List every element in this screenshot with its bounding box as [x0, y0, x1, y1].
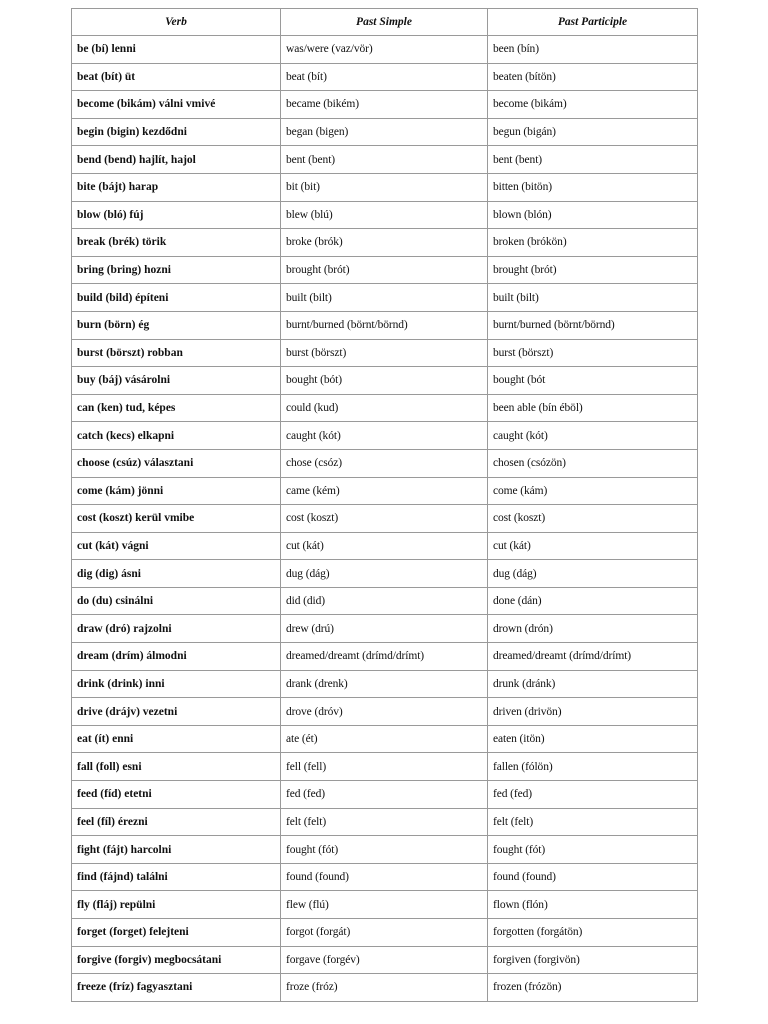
verb-cell: feel (fíl) érezni [72, 808, 281, 836]
past-simple-cell: could (kud) [281, 394, 488, 422]
past-simple-cell: forgave (forgév) [281, 946, 488, 974]
table-row [72, 477, 698, 505]
verb-cell: buy (báj) vásárolni [72, 367, 281, 395]
past-simple-cell: beat (bít) [281, 63, 488, 91]
verb-cell: can (ken) tud, képes [72, 394, 281, 422]
past-participle-cell: bought (bót [488, 367, 698, 395]
verb-cell: burst (börszt) robban [72, 339, 281, 367]
table-row [72, 118, 698, 146]
verb-cell: build (bild) építeni [72, 284, 281, 312]
verb-cell: do (du) csinálni [72, 587, 281, 615]
past-simple-cell: forgot (forgát) [281, 919, 488, 947]
past-simple-cell: became (bikém) [281, 91, 488, 119]
verb-cell: burn (börn) ég [72, 311, 281, 339]
past-participle-cell: dug (dág) [488, 560, 698, 588]
table-row [72, 229, 698, 257]
verb-cell: break (brék) törik [72, 229, 281, 257]
table-row [72, 256, 698, 284]
table-row [72, 367, 698, 395]
past-participle-cell: fought (fót) [488, 836, 698, 864]
table-row [72, 560, 698, 588]
verb-cell: cost (koszt) kerül vmibe [72, 505, 281, 533]
past-participle-cell: forgotten (forgátön) [488, 919, 698, 947]
table-row [72, 946, 698, 974]
past-participle-cell: blown (blón) [488, 201, 698, 229]
table-row [72, 725, 698, 753]
past-simple-cell: brought (brót) [281, 256, 488, 284]
irregular-verbs-table [71, 8, 698, 1002]
verb-cell: dig (dig) ásni [72, 560, 281, 588]
past-simple-cell: blew (blú) [281, 201, 488, 229]
past-simple-cell: drew (drú) [281, 615, 488, 643]
past-simple-cell: froze (fróz) [281, 974, 488, 1002]
past-simple-cell: flew (flú) [281, 891, 488, 919]
header-past-simple: Past Simple [281, 9, 488, 36]
past-participle-cell: bent (bent) [488, 146, 698, 174]
table-row [72, 394, 698, 422]
past-participle-cell: built (bilt) [488, 284, 698, 312]
table-row [72, 449, 698, 477]
header-past-participle: Past Participle [488, 9, 698, 36]
table-row [72, 974, 698, 1002]
past-participle-cell: been able (bín éböl) [488, 394, 698, 422]
table-row [72, 284, 698, 312]
verb-cell: forgive (forgiv) megbocsátani [72, 946, 281, 974]
past-participle-cell: driven (drivön) [488, 698, 698, 726]
past-participle-cell: drown (drón) [488, 615, 698, 643]
header-row [72, 9, 698, 36]
past-simple-cell: fought (fót) [281, 836, 488, 864]
past-simple-cell: bent (bent) [281, 146, 488, 174]
table-row [72, 91, 698, 119]
table-row [72, 836, 698, 864]
past-simple-cell: chose (csóz) [281, 449, 488, 477]
verb-cell: find (fájnd) találni [72, 863, 281, 891]
past-participle-cell: flown (flón) [488, 891, 698, 919]
past-participle-cell: dreamed/dreamt (drímd/drímt) [488, 643, 698, 671]
table-row [72, 919, 698, 947]
past-participle-cell: burst (börszt) [488, 339, 698, 367]
verb-cell: come (kám) jönni [72, 477, 281, 505]
verb-cell: begin (bigin) kezdődni [72, 118, 281, 146]
past-simple-cell: caught (kót) [281, 422, 488, 450]
table-row [72, 808, 698, 836]
past-simple-cell: ate (ét) [281, 725, 488, 753]
past-participle-cell: cut (kát) [488, 532, 698, 560]
past-simple-cell: bit (bit) [281, 173, 488, 201]
verb-cell: fly (fláj) repülni [72, 891, 281, 919]
table-row [72, 36, 698, 64]
verb-cell: eat (ít) enni [72, 725, 281, 753]
table-row [72, 173, 698, 201]
past-simple-cell: bought (bót) [281, 367, 488, 395]
table-row [72, 670, 698, 698]
past-participle-cell: drunk (dránk) [488, 670, 698, 698]
past-participle-cell: burnt/burned (börnt/börnd) [488, 311, 698, 339]
past-participle-cell: eaten (itön) [488, 725, 698, 753]
past-simple-cell: cost (koszt) [281, 505, 488, 533]
table-row [72, 422, 698, 450]
past-simple-cell: built (bilt) [281, 284, 488, 312]
past-participle-cell: beaten (bítön) [488, 63, 698, 91]
table-row [72, 532, 698, 560]
verb-cell: catch (kecs) elkapni [72, 422, 281, 450]
past-participle-cell: become (bikám) [488, 91, 698, 119]
past-participle-cell: frozen (frózön) [488, 974, 698, 1002]
past-participle-cell: chosen (csózön) [488, 449, 698, 477]
table-row [72, 146, 698, 174]
table-row [72, 753, 698, 781]
past-participle-cell: brought (brót) [488, 256, 698, 284]
past-participle-cell: forgiven (forgivön) [488, 946, 698, 974]
verb-cell: draw (dró) rajzolni [72, 615, 281, 643]
past-participle-cell: cost (koszt) [488, 505, 698, 533]
past-participle-cell: found (found) [488, 863, 698, 891]
past-participle-cell: felt (felt) [488, 808, 698, 836]
table-row [72, 891, 698, 919]
past-simple-cell: dreamed/dreamt (drímd/drímt) [281, 643, 488, 671]
verb-cell: fall (foll) esni [72, 753, 281, 781]
table-row [72, 643, 698, 671]
verb-cell: become (bikám) válni vmivé [72, 91, 281, 119]
table-row [72, 339, 698, 367]
past-simple-cell: fed (fed) [281, 781, 488, 809]
past-simple-cell: fell (fell) [281, 753, 488, 781]
verb-cell: cut (kát) vágni [72, 532, 281, 560]
past-participle-cell: broken (brókön) [488, 229, 698, 257]
past-participle-cell: caught (kót) [488, 422, 698, 450]
past-simple-cell: cut (kát) [281, 532, 488, 560]
past-simple-cell: dug (dág) [281, 560, 488, 588]
past-participle-cell: begun (bigán) [488, 118, 698, 146]
past-simple-cell: burnt/burned (börnt/börnd) [281, 311, 488, 339]
past-simple-cell: felt (felt) [281, 808, 488, 836]
past-simple-cell: was/were (vaz/vör) [281, 36, 488, 64]
verb-cell: choose (csúz) választani [72, 449, 281, 477]
table-body [72, 36, 698, 1002]
verb-cell: drink (drink) inni [72, 670, 281, 698]
past-simple-cell: began (bigen) [281, 118, 488, 146]
past-participle-cell: come (kám) [488, 477, 698, 505]
verb-cell: beat (bít) üt [72, 63, 281, 91]
past-simple-cell: drank (drenk) [281, 670, 488, 698]
verb-cell: bite (bájt) harap [72, 173, 281, 201]
verb-cell: bring (bring) hozni [72, 256, 281, 284]
past-participle-cell: fed (fed) [488, 781, 698, 809]
table-row [72, 505, 698, 533]
verb-cell: be (bí) lenni [72, 36, 281, 64]
verb-cell: drive (drájv) vezetni [72, 698, 281, 726]
past-simple-cell: did (did) [281, 587, 488, 615]
past-participle-cell: been (bín) [488, 36, 698, 64]
table-row [72, 587, 698, 615]
table-row [72, 863, 698, 891]
verb-cell: forget (forget) felejteni [72, 919, 281, 947]
verb-cell: bend (bend) hajlít, hajol [72, 146, 281, 174]
past-simple-cell: found (found) [281, 863, 488, 891]
verb-cell: fight (fájt) harcolni [72, 836, 281, 864]
verb-cell: freeze (fríz) fagyasztani [72, 974, 281, 1002]
table-row [72, 201, 698, 229]
table-row [72, 698, 698, 726]
table-row [72, 781, 698, 809]
table-row [72, 615, 698, 643]
past-participle-cell: bitten (bitön) [488, 173, 698, 201]
past-simple-cell: burst (börszt) [281, 339, 488, 367]
past-simple-cell: broke (brók) [281, 229, 488, 257]
past-simple-cell: drove (dróv) [281, 698, 488, 726]
header-verb: Verb [72, 9, 281, 36]
verb-cell: dream (drím) álmodni [72, 643, 281, 671]
table-row [72, 63, 698, 91]
past-simple-cell: came (kém) [281, 477, 488, 505]
table-header [72, 9, 698, 36]
table-row [72, 311, 698, 339]
past-participle-cell: done (dán) [488, 587, 698, 615]
verb-cell: blow (bló) fúj [72, 201, 281, 229]
verb-cell: feed (fíd) etetni [72, 781, 281, 809]
past-participle-cell: fallen (fólön) [488, 753, 698, 781]
